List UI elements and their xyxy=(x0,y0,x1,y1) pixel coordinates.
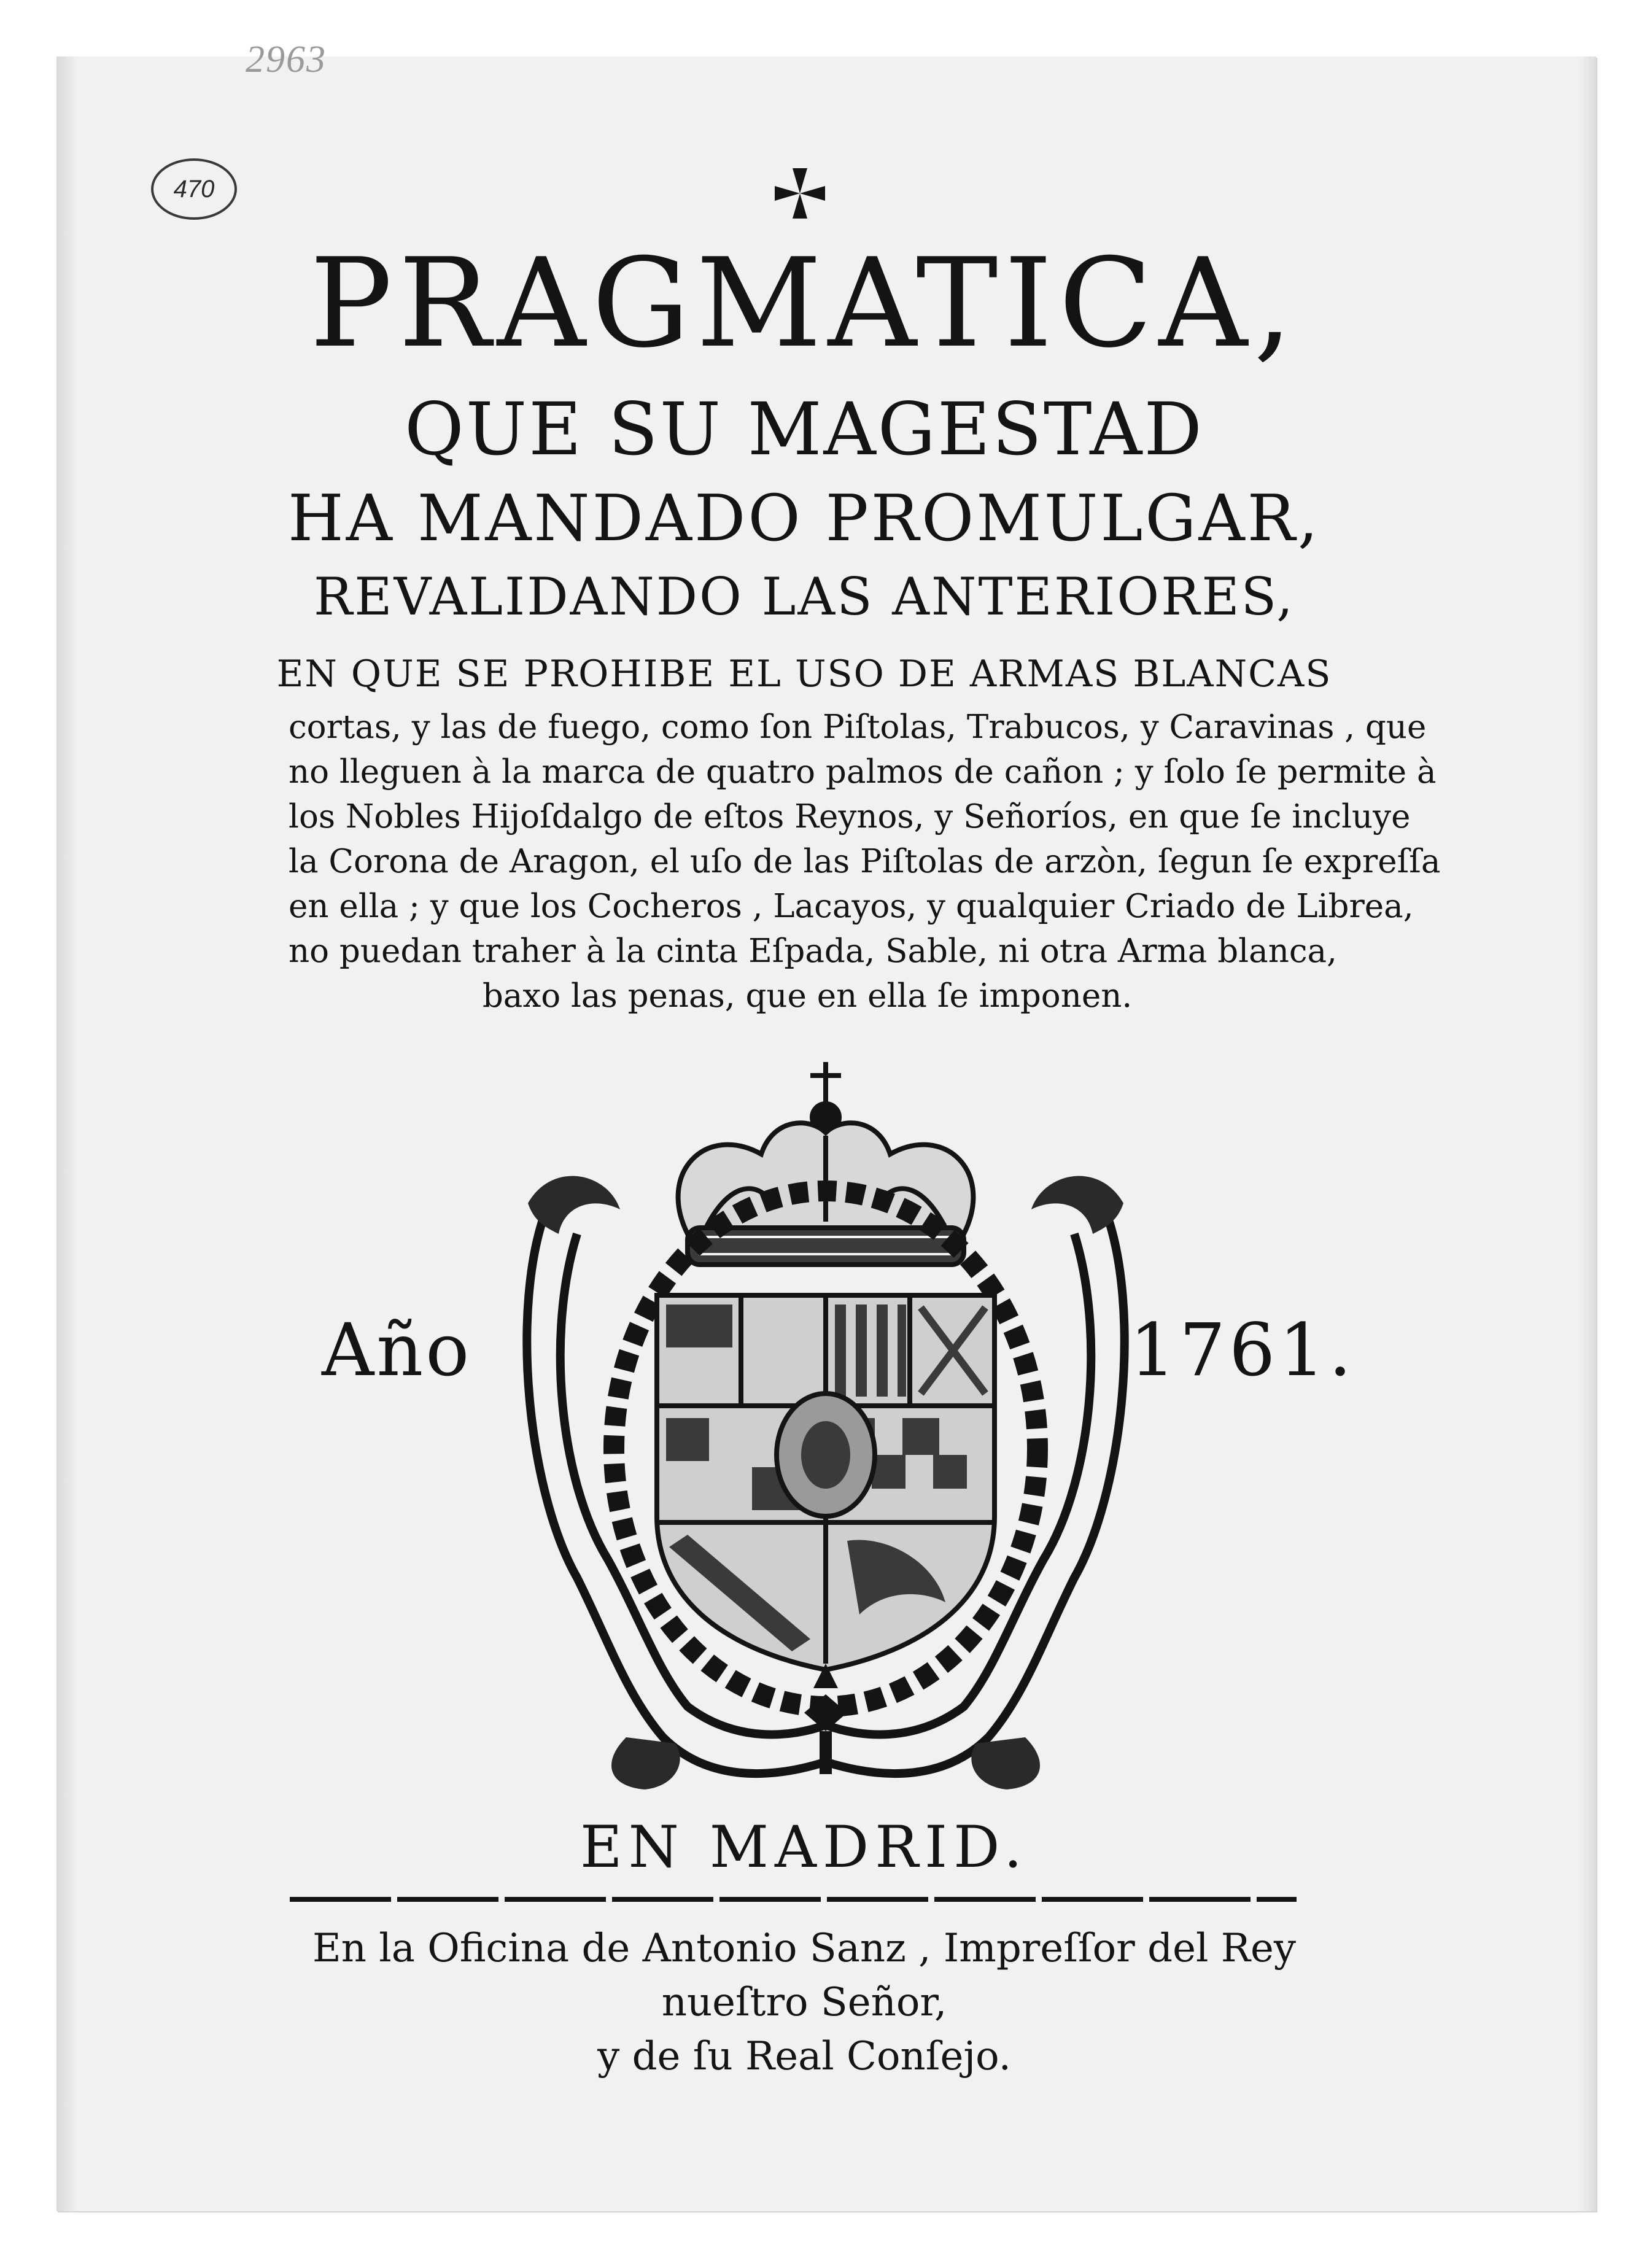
cross-pattee-icon xyxy=(772,166,828,221)
decree-summary xyxy=(289,705,1441,1018)
title-line-4: REVALIDANDO LAS ANTERIORES, xyxy=(314,567,1295,627)
summary-line: la Corona de Aragon, el uſo de las Piſtolas de arzòn, ſegun ſe expreſſa xyxy=(289,843,1441,880)
title-pragmatica: PRAGMATICA, xyxy=(309,232,1299,375)
summary-line: cortas, y las de fuego, como ſon Piſtolas, Trabucos, y Caravinas , que xyxy=(289,708,1427,746)
pencil-catalog-number: 2963 xyxy=(246,39,327,80)
title-line-2: QUE SU MAGESTAD xyxy=(405,387,1204,471)
circled-folio-number: 470 xyxy=(151,158,237,220)
summary-line: no lleguen à la marca de quatro palmos de cañon ; y ſolo ſe permite à xyxy=(289,753,1437,791)
imprint-line-2: y de ſu Real Conſejo. xyxy=(597,2034,1011,2079)
summary-line: en ella ; y que los Cocheros , Lacayos, y qualquier Criado de Librea, xyxy=(289,888,1414,925)
imprint xyxy=(233,1921,1375,2084)
year-label: Año xyxy=(322,1308,472,1392)
year-value: 1761. xyxy=(1130,1308,1355,1392)
imprint-line-1: En la Oficina de Antonio Sanz , Impreſſor del Rey nueſtro Señor, xyxy=(312,1926,1296,2025)
place-of-printing: EN MADRID. xyxy=(580,1814,1029,1881)
royal-coat-of-arms-icon xyxy=(503,1050,1148,1799)
divider-rule xyxy=(290,1897,1297,1902)
title-line-5: EN QUE SE PROHIBE EL USO DE ARMAS BLANCAS xyxy=(276,653,1332,696)
title-line-3: HA MANDADO PROMULGAR, xyxy=(288,481,1320,556)
summary-line: no puedan traher à la cinta Eſpada, Sable, ni otra Arma blanca, xyxy=(289,932,1337,970)
summary-line: los Nobles Hijoſdalgo de eſtos Reynos, y Señoríos, en que ſe incluye xyxy=(289,798,1411,835)
summary-line: baxo las penas, que en ella ſe imponen. xyxy=(482,977,1133,1015)
